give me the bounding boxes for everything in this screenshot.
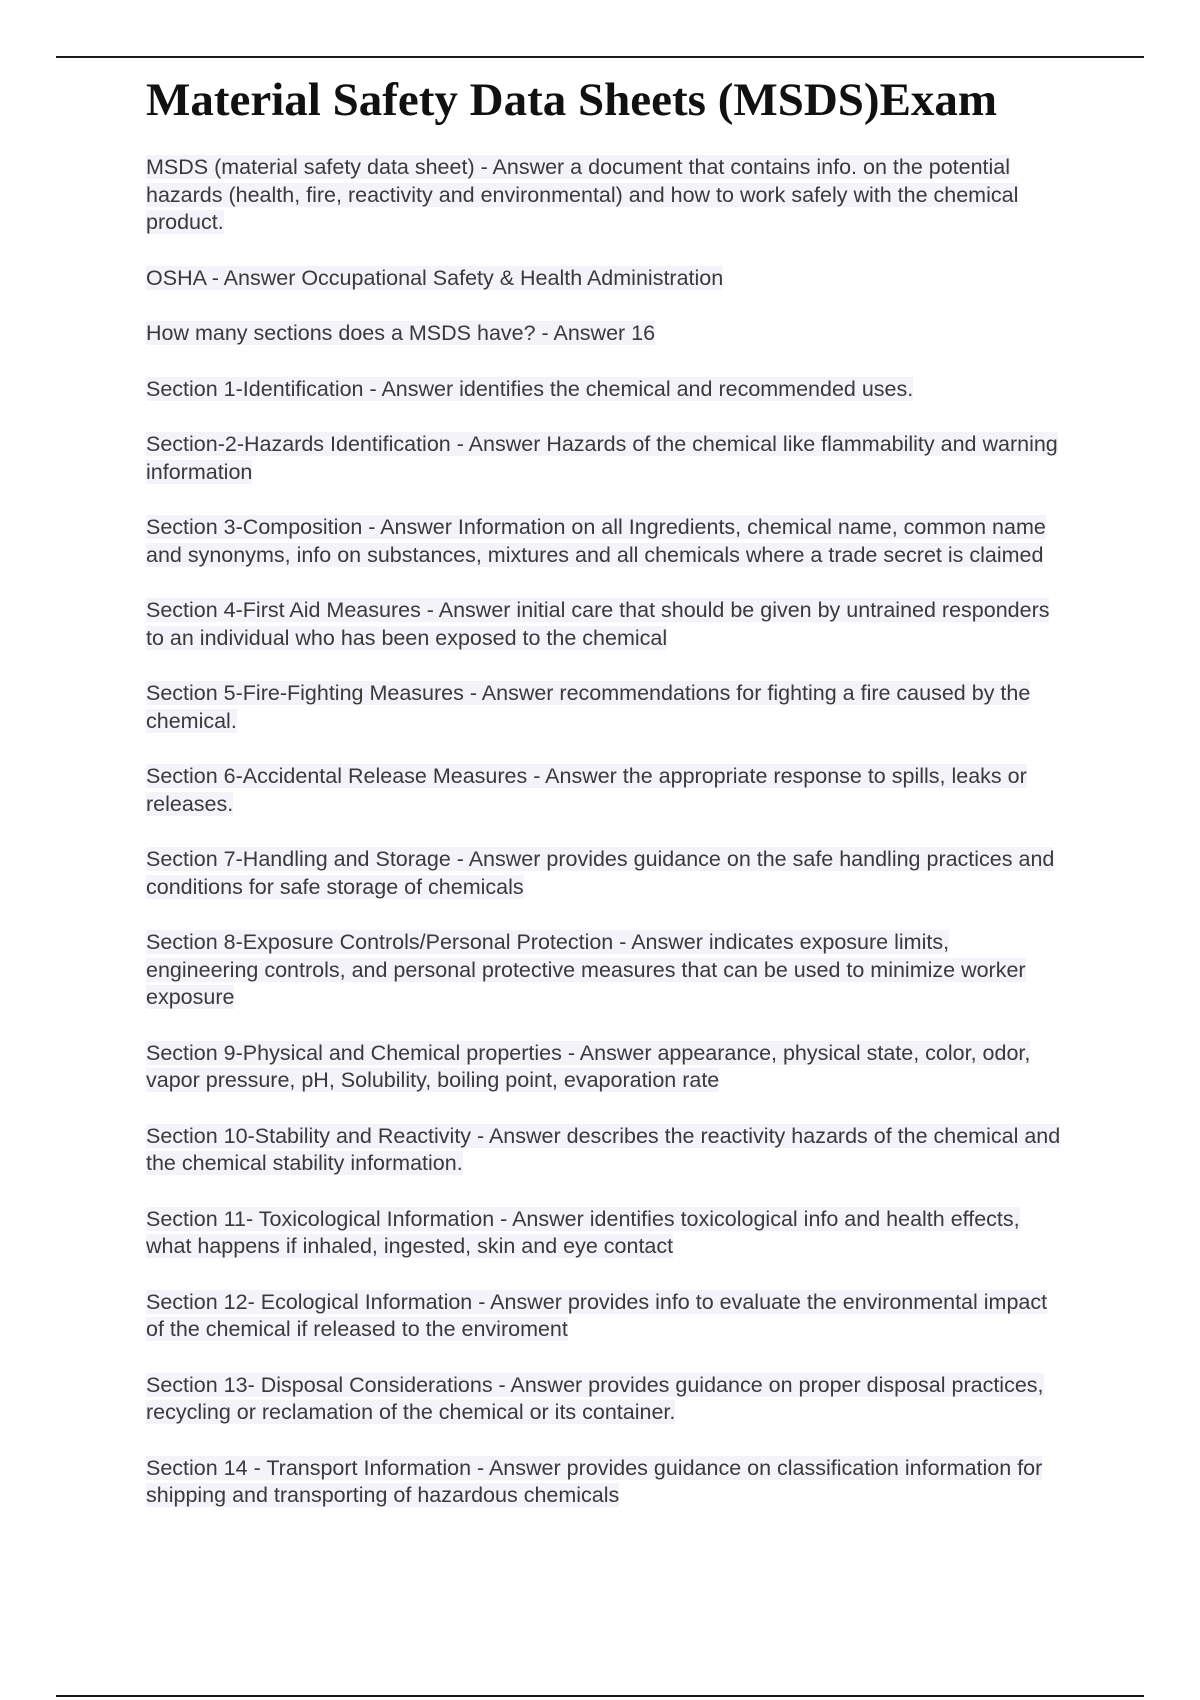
qa-item xyxy=(146,1372,1064,1427)
qa-item xyxy=(146,1455,1064,1510)
qa-item-text: Section 14 - Transport Information - Answer provides guidance on classification information for shipping and transporting of hazardous chemicals xyxy=(146,1455,1043,1507)
qa-item-text: Section 3-Composition - Answer Information on all Ingredients, chemical name, common name and synonyms, info on substances, mixtures and all chemicals where a trade secret is claimed xyxy=(146,515,1046,567)
qa-item xyxy=(146,265,1064,293)
qa-item xyxy=(146,763,1064,818)
qa-item-text: Section 5-Fire-Fighting Measures - Answer recommendations for fighting a fire caused by the chemical. xyxy=(146,681,1031,733)
qa-item-text: MSDS (material safety data sheet) - Answer a document that contains info. on the potential hazards (health, fire, reactivity and environmental) and how to work safely with the chemical product. xyxy=(146,155,1019,234)
qa-item-text: How many sections does a MSDS have? - Answer 16 xyxy=(146,321,656,345)
qa-list xyxy=(146,154,1064,1538)
qa-item xyxy=(146,846,1064,901)
qa-item xyxy=(146,514,1064,569)
qa-item-text: OSHA - Answer Occupational Safety & Health Administration xyxy=(146,265,724,290)
qa-item-text: Section 4-First Aid Measures - Answer initial care that should be given by untrained responders to an individual who has been exposed to the chemical xyxy=(146,598,1050,650)
qa-item xyxy=(146,929,1064,1012)
bottom-divider xyxy=(56,1695,1144,1697)
qa-item xyxy=(146,320,1064,348)
qa-item-text: Section 1-Identification - Answer identifies the chemical and recommended uses. xyxy=(146,376,914,401)
page-title: Material Safety Data Sheets (MSDS)Exam xyxy=(146,74,998,126)
qa-item xyxy=(146,1040,1064,1095)
qa-item-text: Section 9-Physical and Chemical properties - Answer appearance, physical state, color, odor, vapor pressure, pH, Solubility, boiling point, evaporation rate xyxy=(146,1040,1031,1092)
qa-item xyxy=(146,154,1064,237)
qa-item xyxy=(146,597,1064,652)
qa-item-text: Section 6-Accidental Release Measures - Answer the appropriate response to spills, leaks or releases. xyxy=(146,764,1027,816)
qa-item xyxy=(146,376,1064,404)
top-divider xyxy=(56,56,1144,58)
qa-item-text: Section-2-Hazards Identification - Answer Hazards of the chemical like flammability and warning information xyxy=(146,432,1058,484)
qa-item xyxy=(146,1289,1064,1344)
qa-item-text: Section 13- Disposal Considerations - Answer provides guidance on proper disposal practices, recycling or reclamation of the chemical or its container. xyxy=(146,1372,1044,1424)
qa-item xyxy=(146,1123,1064,1178)
qa-item-text: Section 12- Ecological Information - Answer provides info to evaluate the environmental impact of the chemical if released to the enviroment xyxy=(146,1289,1048,1341)
qa-item-text: Section 7-Handling and Storage - Answer provides guidance on the safe handling practices and conditions for safe storage of chemicals xyxy=(146,847,1055,899)
qa-item xyxy=(146,680,1064,735)
qa-item xyxy=(146,1206,1064,1261)
qa-item-text: Section 10-Stability and Reactivity - Answer describes the reactivity hazards of the chemical and the chemical stability information. xyxy=(146,1123,1061,1175)
qa-item-text: Section 8-Exposure Controls/Personal Protection - Answer indicates exposure limits, engineering controls, and personal protective measures that can be used to minimize worker exposure xyxy=(146,930,1026,1009)
qa-item-text: Section 11- Toxicological Information - Answer identifies toxicological info and health effects, what happens if inhaled, ingested, skin and eye contact xyxy=(146,1206,1020,1258)
qa-item xyxy=(146,431,1064,486)
